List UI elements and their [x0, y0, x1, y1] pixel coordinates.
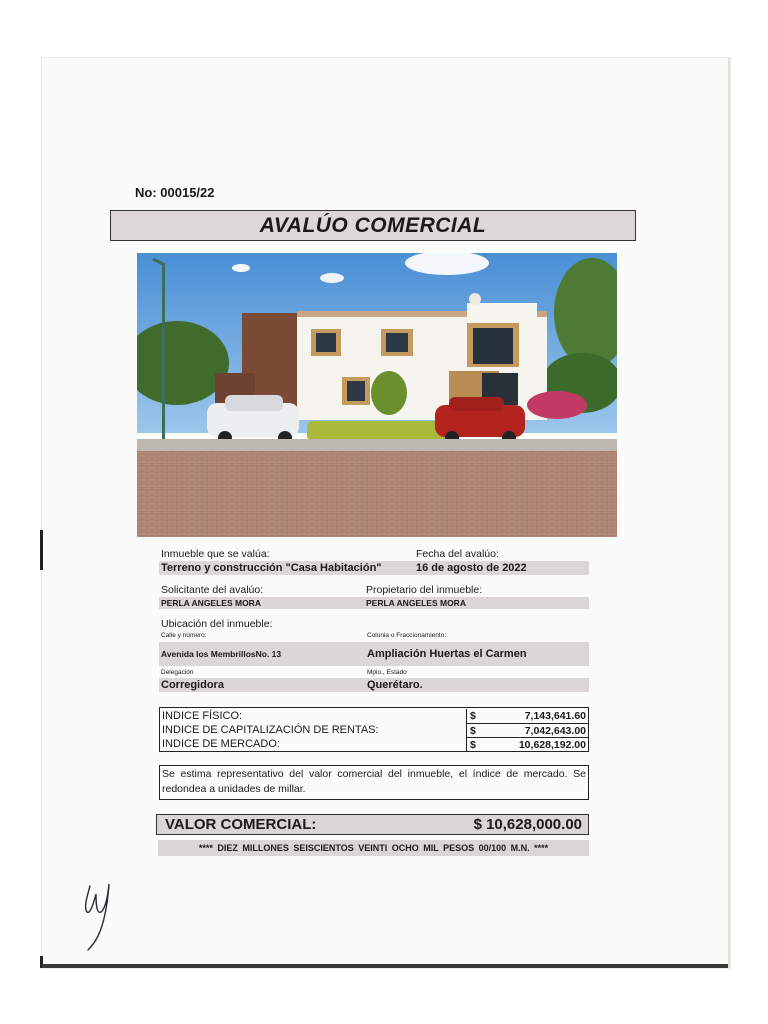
valor-comercial-words: **** DIEZ MILLONES SEISCIENTOS VEINTI OCHO MIL PESOS 00/100 M.N. ****	[158, 840, 589, 856]
currency-sign: $	[470, 710, 476, 722]
valor-comercial-label: VALOR COMERCIAL:	[165, 816, 317, 833]
fecha-value: 16 de agosto de 2022	[416, 562, 527, 574]
ubicacion-label: Ubicación del inmueble:	[161, 618, 273, 630]
inmueble-label: Inmueble que se valúa:	[161, 548, 270, 560]
indice-cell	[466, 709, 589, 723]
indice-amount: 7,042,643.00	[524, 725, 586, 737]
table-row	[160, 709, 588, 723]
indice-name: INDICE DE MERCADO:	[162, 738, 280, 750]
colonia-label: Colonia o Fraccionamiento:	[367, 632, 447, 639]
table-row	[160, 737, 588, 751]
document-title: AVALÚO COMERCIAL	[110, 210, 636, 241]
valor-comercial-box	[156, 814, 589, 835]
mpio-value: Querétaro.	[367, 679, 423, 691]
indice-cell	[466, 723, 589, 738]
solicitante-value: PERLA ANGELES MORA	[161, 598, 261, 608]
indice-cell	[466, 737, 589, 752]
mpio-label: Mpio., Estado	[367, 669, 407, 676]
scan-bottom-edge	[42, 964, 728, 968]
solicitante-label: Solicitante del avalúo:	[161, 584, 264, 596]
propietario-label: Propietario del inmueble:	[366, 584, 483, 596]
indice-name: INDICE DE CAPITALIZACIÓN DE RENTAS:	[162, 724, 379, 736]
indice-amount: 10,628,192.00	[518, 739, 586, 751]
indices-table	[159, 707, 589, 752]
currency-sign: $	[470, 725, 476, 737]
property-photo	[137, 253, 617, 537]
scan-edge	[40, 530, 43, 570]
indice-name: INDICE FÍSICO:	[162, 710, 243, 722]
handwritten-signature	[78, 872, 128, 957]
delegacion-value: Corregidora	[161, 679, 224, 691]
document-number: No: 00015/22	[135, 185, 215, 200]
table-row	[160, 723, 588, 737]
estimate-note: Se estima representativo del valor comercial del inmueble, el índice de mercado. Se redondea a unidades de millar.	[159, 765, 589, 800]
currency-sign: $	[470, 739, 476, 751]
indice-amount: 7,143,641.60	[524, 710, 586, 722]
fecha-label: Fecha del avalúo:	[416, 548, 499, 560]
calle-value: Avenida los MembrillosNo. 13	[161, 649, 282, 659]
propietario-value: PERLA ANGELES MORA	[366, 598, 466, 608]
inmueble-value: Terreno y construcción "Casa Habitación"	[161, 562, 382, 574]
colonia-value: Ampliación Huertas el Carmen	[367, 648, 527, 660]
valor-comercial-amount: $ 10,628,000.00	[473, 816, 582, 833]
delegacion-label: Delegación	[161, 669, 194, 676]
calle-label: Calle y número:	[161, 632, 207, 639]
